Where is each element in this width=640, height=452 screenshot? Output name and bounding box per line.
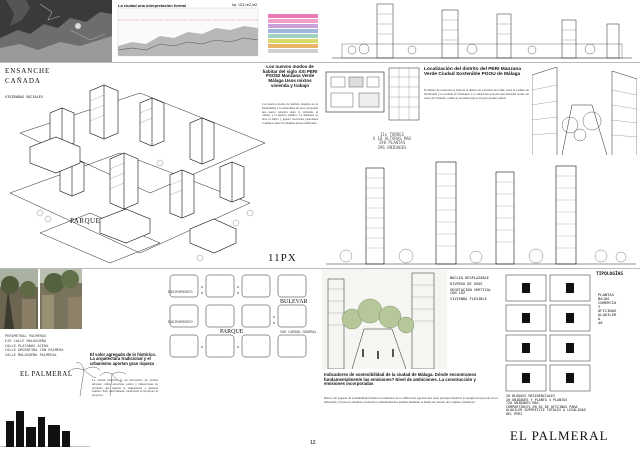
- street-label-1: EQUIPAMIENTO: [168, 290, 193, 294]
- axonometric-drawing: [0, 63, 270, 268]
- sketch-side-label-mid: CAÑADA: [5, 77, 41, 85]
- typology-note: BAJAS: [598, 295, 610, 301]
- photo-panel: [0, 269, 160, 452]
- legend-swatch: [268, 19, 318, 23]
- street-view-sketch: [532, 65, 637, 155]
- typology-summary: [506, 395, 638, 416]
- sketch-code-label: 11PX: [268, 252, 297, 264]
- tower-note-4: 396 UNIDADES: [377, 144, 407, 150]
- building-grid-diagram: [388, 67, 420, 121]
- legend-swatch: [268, 14, 318, 18]
- typology-summary-line: 20 UNIDADES Y PLANTA 4 PLANTAS: [506, 397, 568, 402]
- tower-note-1: 11x TORRES: [379, 132, 405, 137]
- typology-note: PLANTAS: [598, 292, 615, 297]
- typology-title: TIPOLOGÍAS: [596, 272, 624, 277]
- plan-panel: [322, 63, 640, 268]
- tower-notes: [352, 133, 432, 150]
- chart-label: kg CO2/m2/m2: [232, 3, 258, 7]
- photo-label-5: CALLE MALAGUEÑA PALMERAL: [5, 353, 57, 358]
- typology-notes: [598, 293, 638, 325]
- render-note-3: VEGETACIÓN VERTICAL CON LUZ: [450, 287, 492, 296]
- typology-plans: [504, 273, 594, 393]
- render-illustration: [322, 269, 447, 369]
- photo-label-1: PERIMETRAL PALMERAS: [5, 334, 47, 338]
- typology-note: Y: [598, 303, 601, 309]
- street-label-3: BULEVAR: [280, 299, 308, 305]
- plan-body: El ámbito de actuación se sitúa en el distrito de Carretera de Cádiz, entre el Camino de San Rafael y la avenida de Velázquez. La ordenación propone una manzana verde con torres de vivienda, comercio en planta baja y un gran parque central.: [424, 88, 529, 100]
- photo-body: La ciudad histórica es un laboratorio de formas urbanas: calles estrechas, patios y alineaciones de arbolado que regulan la temperatura y generan sombra. Este conocimiento tradicional se incorpora al proyecto.: [92, 378, 158, 397]
- render-body: Dentro del paquete de sostenibilidad urbana las emisiones de la edificación suponen una parte principal. Reducir la energía incorporada en los materiales y favorecer sistemas constructivos industrializados permite disminuir la huella de carbono del conjunto residencial.: [324, 396, 498, 404]
- render-side-notes: [450, 277, 498, 302]
- typology-summary-line: 20 BLOQUES RESIDENCIALES: [506, 394, 555, 398]
- sketch-body: Los nuevos modos de habitar, basados en la flexibilidad y la diversidad de usos, proponen una nueva relación entre la vivienda, el trabajo y el espacio público. La manzana se abre al barrio y genera recorridos peatonales continuos entre las distintas piezas edificadas.: [262, 102, 318, 125]
- sketch-side-label-top: ENSANCHE: [5, 67, 51, 75]
- typology-note: ALQUILER: [598, 311, 617, 317]
- sketch-left-caption: VIVIENDAS SOCIALES: [5, 95, 43, 99]
- street-label-4: PARQUE: [220, 329, 244, 335]
- map-title: La ciudad una interpretación formal: [118, 3, 187, 8]
- typology-panel: [502, 269, 640, 452]
- page-number: 12: [310, 440, 316, 446]
- street-label-2: EQUIPAMIENTO: [168, 320, 193, 324]
- typology-note: COMERCIO: [598, 299, 617, 305]
- plan-heading: Localización del distrito del PERI Manzana Verde Ciudad Sostenible PGOU de Málaga: [424, 67, 522, 78]
- chart-legend: [268, 14, 318, 54]
- typology-palmeral-label: EL PALMERAL: [510, 428, 609, 443]
- parque-label: PARQUE: [70, 217, 101, 225]
- elevation-panel: [322, 0, 640, 62]
- sketch-panel: [0, 63, 320, 268]
- render-note-1: NÚCLEO DESPLAZABLE: [450, 276, 489, 280]
- elevation-drawing: [322, 0, 640, 62]
- render-note-2: DIVERSO DE USOS: [450, 281, 483, 286]
- photo-heading: El valor agregado de lo histórico. La arquitectura tradicional y el urbanismo aportan gran riqueza: [90, 352, 157, 366]
- render-heading: Indicadores de sostenibilidad de la ciudad de Málaga. Dónde encontramos fundamentalmente las emisiones? Nivel de ambiciones. La construcción y emisiones incorporadas: [324, 372, 477, 386]
- tower-note-3: 198 PLANTAS: [378, 140, 406, 146]
- street-photo-2: [40, 269, 82, 329]
- legend-swatch: [268, 39, 318, 43]
- photo-label-2: EJE CALLE MALAGUEÑA: [5, 338, 47, 343]
- street-panel: [160, 269, 320, 452]
- street-grid-plan: [160, 269, 320, 369]
- city-map: [0, 0, 112, 62]
- legend-swatch: [268, 44, 318, 48]
- typology-summary-line: DEL PERI: [506, 411, 523, 416]
- palmeral-label: EL PALMERAL: [20, 370, 73, 378]
- legend-swatch: [268, 49, 318, 53]
- typology-note: 40: [598, 319, 603, 325]
- typology-note: A: [598, 315, 601, 321]
- tower-elevations: [326, 158, 636, 268]
- street-label-5: SUR CAMINO GENERAL: [280, 330, 317, 334]
- legend-swatch: [268, 34, 318, 38]
- photo-label-3: CALLE PLATANOS ACERA: [5, 343, 49, 348]
- street-photo-1: [0, 269, 38, 329]
- tower-note-2: X 18 ALTURAS MAX: [372, 136, 412, 142]
- render-note-4: VIVIENDA FLEXIBLE: [450, 297, 487, 302]
- skyline-silhouette: [0, 407, 90, 447]
- typology-note: OFICINAS: [598, 307, 617, 313]
- legend-swatch: [268, 29, 318, 33]
- render-panel: [322, 269, 500, 452]
- sketch-heading: Los nuevos modos de habitar del siglo XXI PERI PSO52 Manzana Verde Málaga Usos mixtos vivienda y trabajo: [262, 64, 318, 88]
- photo-label-4: CALLE ARGENTINA CON PALMERA: [5, 348, 64, 353]
- site-plan: [325, 71, 385, 113]
- typology-summary-line: COMPARTIBLES EN 82 DE OFICINAS PARA: [506, 404, 578, 409]
- typology-summary-line: ALQUILER SUPERFICIE TOTALES A LEGALIDAD: [506, 408, 586, 413]
- typology-summary-line: 726 UNIDADES MAX: [506, 401, 539, 406]
- map-panel: [0, 0, 320, 62]
- legend-swatch: [268, 24, 318, 28]
